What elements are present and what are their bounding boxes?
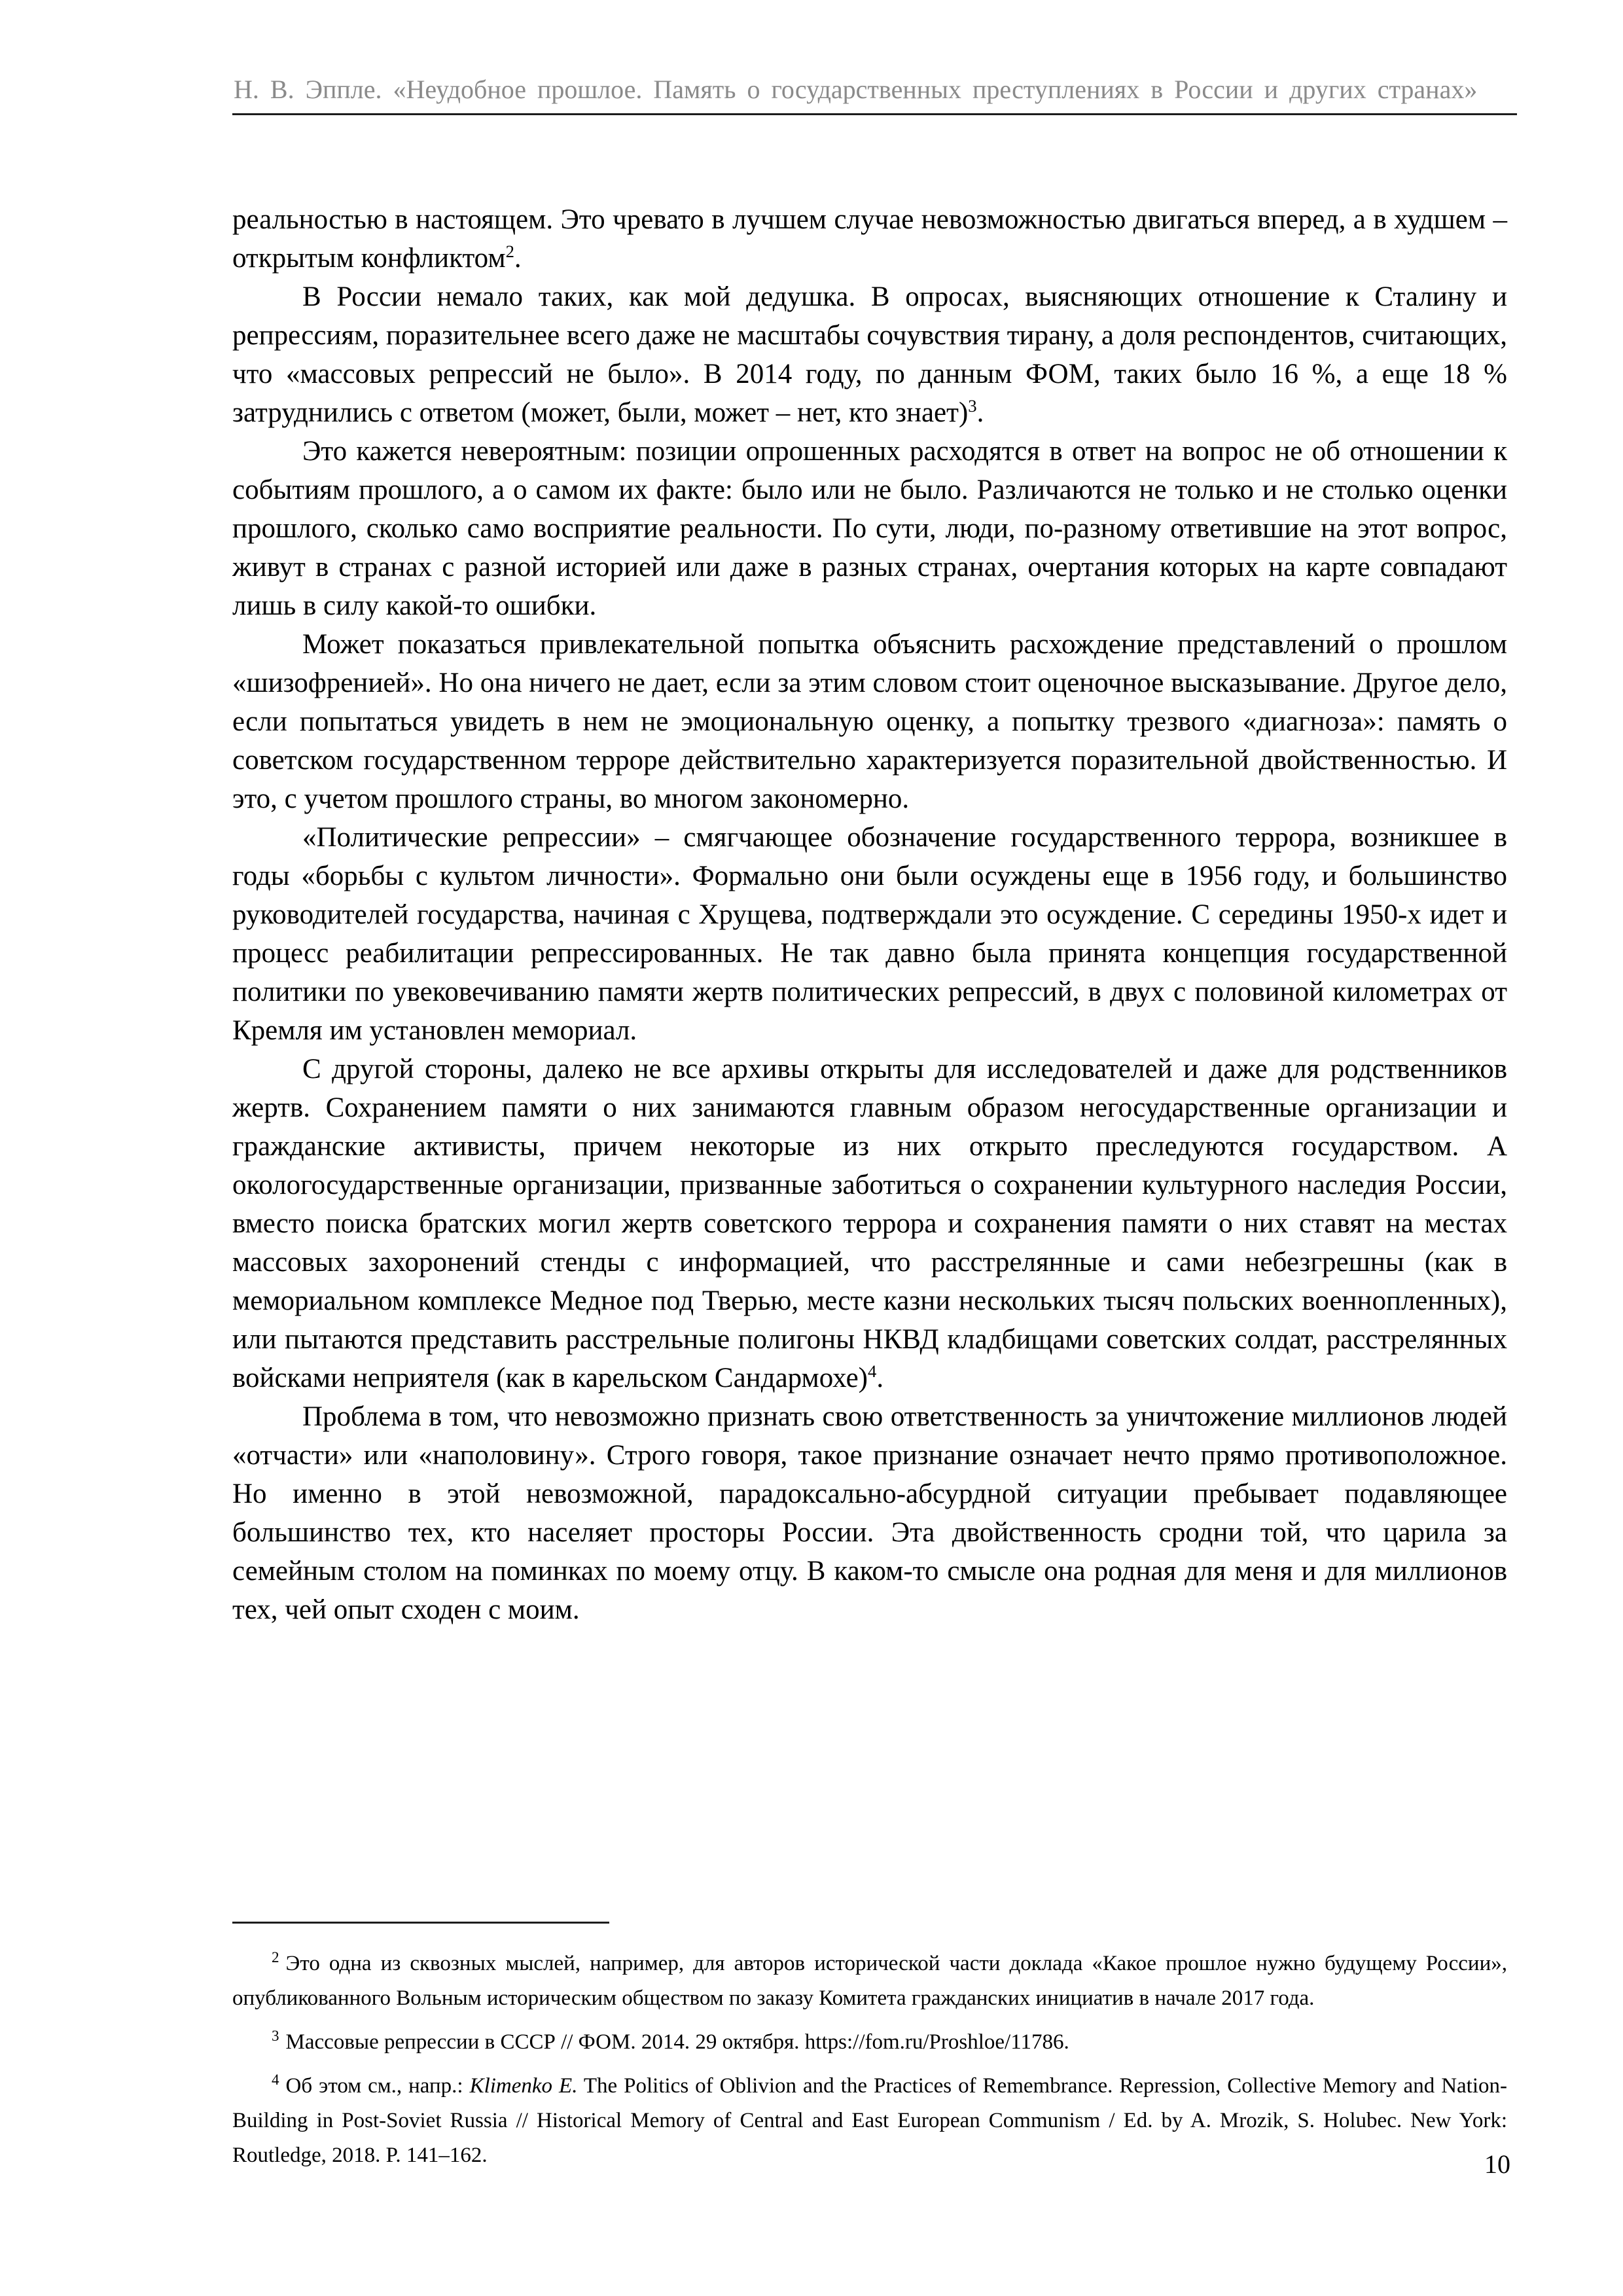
paragraph (232, 818, 1507, 1050)
footnote-separator (232, 1922, 609, 1924)
header-rule (232, 113, 1517, 115)
body-text (232, 200, 1507, 1629)
page-number: 10 (1484, 2149, 1510, 2179)
footnote-text: Это одна из сквозных мыслей, например, для авторов исторической части доклада «Какое прошлое нужно будущему России», опубликованного Вольным историческим обществом по заказу Комитета гражданских инициатив в начале 2017 года. (232, 1952, 1507, 2010)
footnote-text: Массовые репрессии в СССР // ФОМ. 2014. 29 октября. https://fom.ru/Proshloe/11786. (285, 2030, 1069, 2054)
paragraph-text: С другой стороны, далеко не все архивы открыты для исследователей и даже для родственников жертв. Сохранением памяти о них занимаются главным образом негосударственные организации и гражданские активисты, причем некоторые из них открыто преследуются государством. А окологосударственные организации, призванные заботиться о сохранении культурного наследия России, вместо поиска братских могил жертв советского террора и сохранения памяти о них ставят на местах массовых захоронений стенды с информацией, что расстрелянные и сами небезгрешны (как в мемориальном комплексе Медное под Тверью, месте казни нескольких тысяч польских военнопленных), или пытаются представить расстрельные полигоны НКВД кладбищами советских солдат, расстрелянных войсками неприятеля (как в карельском Сандармохе) (232, 1054, 1507, 1393)
paragraph-text: Может показаться привлекательной попытка объяснить расхождение представлений о прошлом «шизофренией». Но она ничего не дает, если за этим словом стоит оценочное высказывание. Другое дело, если попытаться увидеть в нем не эмоциональную оценку, а попытку трезвого «диагноза»: память о советском государственном терроре действительно характеризуется поразительной двойственностью. И это, с учетом прошлого страны, во многом закономерно. (232, 629, 1507, 814)
paragraph (232, 432, 1507, 625)
footnote-ref-4: 4 (868, 1361, 877, 1382)
paragraph (232, 1397, 1507, 1629)
paragraph (232, 200, 1507, 278)
footnote-ref-2: 2 (505, 242, 514, 262)
footnote (232, 1946, 1507, 2016)
footnote (232, 2025, 1507, 2060)
paragraph-text: Проблема в том, что невозможно признать свою ответственность за уничтожение миллионов людей «отчасти» или «наполовину». Строго говоря, такое признание означает нечто прямо противоположное. Но именно в этой невозможной, парадоксально-абсурдной ситуации пребывает подавляющее большинство тех, кто населяет просторы России. Эта двойственность сродни той, что царила за семейным столом на поминках по моему отцу. В каком-то смысле она родная для меня и для миллионов тех, чей опыт сходен с моим. (232, 1401, 1507, 1625)
paragraph (232, 278, 1507, 432)
paragraph-text: В России немало таких, как мой дедушка. В опросах, выясняющих отношение к Сталину и репрессиям, поразительнее всего даже не масштабы сочувствия тирану, а доля респондентов, считающих, что «массовых репрессий не было». В 2014 году, по данным ФОМ, таких было 16 %, а еще 18 % затруднились с ответом (может, были, может – нет, кто знает) (232, 281, 1507, 428)
footnotes (232, 1946, 1507, 2182)
footnote-author: Klimenko E. (469, 2074, 578, 2098)
running-header: Н. В. Эппле. «Неудобное прошлое. Память о государственных преступлениях в России и других странах» (234, 75, 1478, 104)
paragraph-text-tail: . (976, 397, 984, 428)
paragraph-text-tail: . (876, 1363, 884, 1393)
footnote (232, 2069, 1507, 2173)
paragraph-text: «Политические репрессии» – смягчающее обозначение государственного террора, возникшее в годы «борьбы с культом личности». Формально они были осуждены еще в 1956 году, и большинство руководителей государства, начиная с Хрущева, подтверждали это осуждение. С середины 1950-х идет и процесс реабилитации репрессированных. Не так давно была принята концепция государственной политики по увековечиванию памяти жертв политических репрессий, в двух с половиной километрах от Кремля им установлен мемориал. (232, 822, 1507, 1046)
footnote-number: 3 (272, 2027, 279, 2045)
footnote-number: 4 (272, 2071, 279, 2089)
footnote-text: Об этом см., напр.: (285, 2074, 470, 2098)
footnote-number: 2 (272, 1948, 279, 1966)
footnote-text-tail: The Politics of Oblivion and the Practices of Remembrance. Repression, Collective Memory and Nation-Building in Post-Soviet Russia // Historical Memory of Central and East European Communism / Ed. by A. Mrozik, S. Holubec. New York: Routledge, 2018. P. 141–162. (232, 2074, 1507, 2167)
paragraph (232, 625, 1507, 818)
paragraph-text-tail: . (514, 243, 522, 274)
paragraph-text: реальностью в настоящем. Это чревато в лучшем случае невозможностью двигаться вперед, а в худшем – открытым конфликтом (232, 204, 1507, 274)
footnote-ref-3: 3 (968, 396, 977, 416)
paragraph-text: Это кажется невероятным: позиции опрошенных расходятся в ответ на вопрос не об отношении к событиям прошлого, а о самом их факте: было или не было. Различаются не только и не столько оценки прошлого, сколько само восприятие реальности. По сути, люди, по-разному ответившие на этот вопрос, живут в странах с разной историей или даже в разных странах, очертания которых на карте совпадают лишь в силу какой-то ошибки. (232, 436, 1507, 621)
paragraph (232, 1050, 1507, 1397)
